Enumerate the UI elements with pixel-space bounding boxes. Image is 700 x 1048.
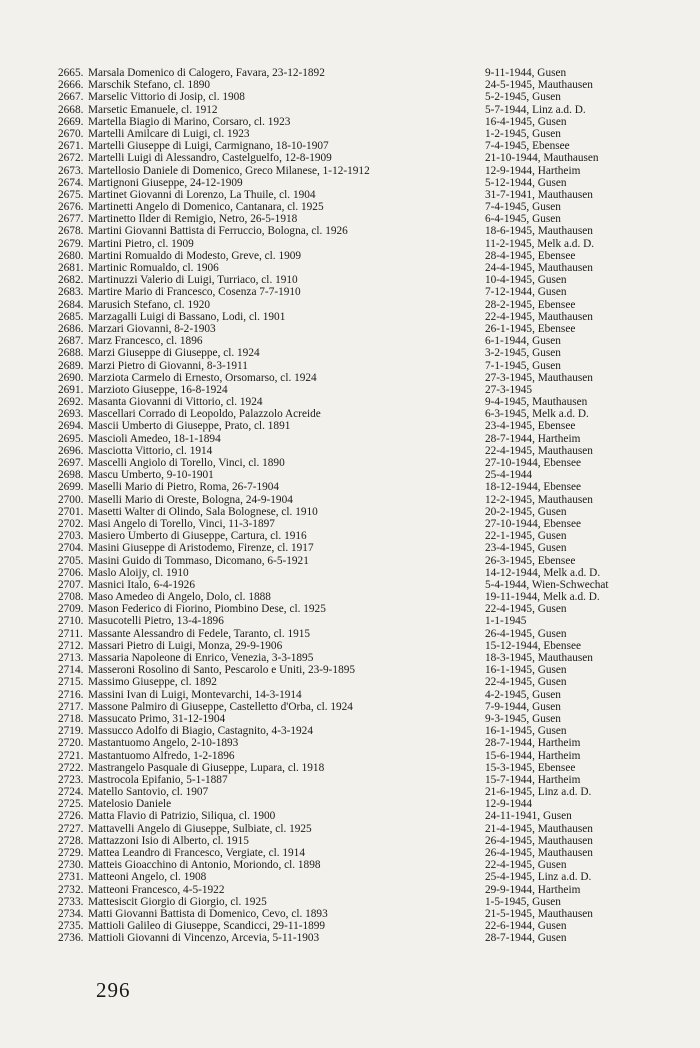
entry-name: Marzagalli Luigi di Bassano, Lodi, cl. 1901 bbox=[88, 310, 286, 323]
entry-name: Matteoni Angelo, cl. 1908 bbox=[88, 871, 207, 884]
entry-death: 15-6-1944, Hartheim bbox=[485, 749, 581, 762]
entry-death: 10-4-1945, Gusen bbox=[485, 274, 567, 287]
entry-name: Marzioto Giuseppe, 16-8-1924 bbox=[88, 383, 228, 396]
entry-number: 2684. bbox=[58, 298, 84, 311]
entry-number: 2670. bbox=[58, 127, 84, 140]
list-item bbox=[58, 384, 678, 396]
entry-number: 2713. bbox=[58, 652, 84, 664]
list-item bbox=[58, 372, 678, 384]
entry-name: Mascu Umberto, 9-10-1901 bbox=[88, 469, 214, 482]
list-item bbox=[58, 494, 678, 506]
entry-number: 2680. bbox=[58, 249, 84, 262]
entry-death: 26-3-1945, Ebensee bbox=[485, 554, 576, 567]
entry-death: 7-9-1944, Gusen bbox=[485, 700, 561, 713]
list-item bbox=[58, 152, 678, 164]
entry-number: 2681. bbox=[58, 262, 84, 274]
entry-name: Martelli Luigi di Alessandro, Castelguelfo, 12-8-1909 bbox=[88, 152, 332, 165]
entry-name: Mascii Umberto di Giuseppe, Prato, cl. 1891 bbox=[88, 420, 291, 433]
entry-number: 2702. bbox=[58, 517, 84, 530]
entry-number: 2729. bbox=[58, 847, 84, 859]
list-item bbox=[58, 689, 678, 701]
entry-name: Mattesiscit Giorgio di Giorgio, cl. 1925 bbox=[88, 895, 267, 908]
list-item bbox=[58, 67, 678, 79]
list-item bbox=[58, 347, 678, 359]
list-item bbox=[58, 225, 678, 237]
entry-number: 2736. bbox=[58, 932, 84, 945]
entry-death: 5-7-1944, Linz a.d. D. bbox=[485, 103, 586, 116]
entry-number: 2686. bbox=[58, 322, 84, 335]
entry-death: 22-1-1945, Gusen bbox=[485, 530, 567, 543]
list-item bbox=[58, 725, 678, 737]
list-item bbox=[58, 530, 678, 542]
entry-number: 2708. bbox=[58, 591, 84, 604]
entry-number: 2694. bbox=[58, 420, 84, 433]
entry-name: Martignoni Giuseppe, 24-12-1909 bbox=[88, 176, 243, 189]
entry-death: 15-3-1945, Ebensee bbox=[485, 761, 576, 774]
entry-death: 12-9-1944 bbox=[485, 798, 533, 811]
list-item bbox=[58, 506, 678, 518]
entry-number: 2667. bbox=[58, 91, 84, 104]
list-item bbox=[58, 165, 678, 177]
list-item bbox=[58, 932, 678, 944]
list-item bbox=[58, 481, 678, 493]
entry-death: 12-2-1945, Mauthausen bbox=[485, 493, 593, 506]
list-item bbox=[58, 274, 678, 286]
entry-name: Mascellari Corrado di Leopoldo, Palazzolo Acreide bbox=[88, 408, 321, 421]
entry-number: 2707. bbox=[58, 578, 84, 591]
entry-death: 9-4-1945, Mauthausen bbox=[485, 396, 588, 409]
entry-number: 2678. bbox=[58, 225, 84, 238]
entry-name: Mattavelli Angelo di Giuseppe, Sulbiate, cl. 1925 bbox=[88, 822, 312, 835]
entry-number: 2668. bbox=[58, 103, 84, 116]
list-item bbox=[58, 555, 678, 567]
entry-name: Marz Francesco, cl. 1896 bbox=[88, 335, 203, 348]
entry-number: 2728. bbox=[58, 834, 84, 847]
entry-name: Maselli Mario di Pietro, Roma, 26-7-1904 bbox=[88, 481, 280, 494]
entry-name: Martelli Amilcare di Luigi, cl. 1923 bbox=[88, 127, 250, 140]
entry-death: 26-4-1945, Mauthausen bbox=[485, 847, 593, 859]
entry-death: 25-4-1944 bbox=[485, 469, 533, 482]
entry-death: 1-2-1945, Gusen bbox=[485, 127, 561, 140]
entry-death: 22-4-1945, Mauthausen bbox=[485, 444, 593, 457]
list-item bbox=[58, 91, 678, 103]
list-item bbox=[58, 140, 678, 152]
list-item bbox=[58, 238, 678, 250]
entry-name: Matta Flavio di Patrizio, Siliqua, cl. 1900 bbox=[88, 810, 276, 823]
entry-death: 21-4-1945, Mauthausen bbox=[485, 822, 593, 835]
list-item bbox=[58, 774, 678, 786]
entry-death: 14-12-1944, Melk a.d. D. bbox=[485, 566, 601, 579]
entry-death: 22-4-1945, Gusen bbox=[485, 859, 567, 872]
entry-death: 5-2-1945, Gusen bbox=[485, 91, 561, 104]
list-item bbox=[58, 286, 678, 298]
list-item bbox=[58, 652, 678, 664]
entry-number: 2725. bbox=[58, 798, 84, 811]
entry-death: 16-1-1945, Gusen bbox=[485, 664, 567, 677]
entry-death: 6-1-1944, Gusen bbox=[485, 335, 561, 348]
entry-name: Mastantuomo Angelo, 2-10-1893 bbox=[88, 737, 239, 750]
entry-death: 11-2-1945, Melk a.d. D. bbox=[485, 237, 595, 250]
list-item bbox=[58, 750, 678, 762]
entry-death: 6-3-1945, Melk a.d. D. bbox=[485, 408, 589, 421]
entry-name: Masnici Italo, 6-4-1926 bbox=[88, 578, 195, 591]
entry-death: 24-11-1941, Gusen bbox=[485, 810, 572, 823]
list-item bbox=[58, 871, 678, 883]
entry-name: Matteoni Francesco, 4-5-1922 bbox=[88, 883, 225, 896]
entry-number: 2672. bbox=[58, 152, 84, 165]
entry-number: 2685. bbox=[58, 310, 84, 323]
entry-number: 2726. bbox=[58, 810, 84, 823]
list-item bbox=[58, 713, 678, 725]
entry-number: 2734. bbox=[58, 907, 84, 920]
entry-number: 2688. bbox=[58, 347, 84, 360]
list-item bbox=[58, 823, 678, 835]
list-item bbox=[58, 128, 678, 140]
entry-name: Marselic Vittorio di Josip, cl. 1908 bbox=[88, 91, 245, 104]
list-item bbox=[58, 835, 678, 847]
entry-death: 28-7-1944, Gusen bbox=[485, 932, 567, 945]
entry-death: 23-4-1945, Gusen bbox=[485, 542, 567, 555]
entry-death: 22-6-1944, Gusen bbox=[485, 920, 567, 933]
entry-number: 2675. bbox=[58, 188, 84, 201]
entry-number: 2679. bbox=[58, 237, 84, 250]
entry-number: 2693. bbox=[58, 408, 84, 421]
entry-name: Massucato Primo, 31-12-1904 bbox=[88, 712, 226, 725]
entry-number: 2712. bbox=[58, 639, 84, 652]
list-item bbox=[58, 628, 678, 640]
entry-death: 22-4-1945, Mauthausen bbox=[485, 310, 593, 323]
entry-name: Masi Angelo di Torello, Vinci, 11-3-1897 bbox=[88, 517, 275, 530]
entry-death: 27-10-1944, Ebensee bbox=[485, 457, 581, 469]
entry-number: 2673. bbox=[58, 164, 84, 177]
entry-death: 27-10-1944, Ebensee bbox=[485, 517, 581, 530]
entry-death: 3-2-1945, Gusen bbox=[485, 347, 561, 360]
entry-death: 9-3-1945, Gusen bbox=[485, 712, 561, 725]
entry-number: 2703. bbox=[58, 530, 84, 543]
entry-name: Marziota Carmelo di Ernesto, Orsomarso, cl. 1924 bbox=[88, 371, 317, 384]
list-item bbox=[58, 445, 678, 457]
entry-number: 2696. bbox=[58, 444, 84, 457]
list-item bbox=[58, 737, 678, 749]
list-item bbox=[58, 701, 678, 713]
entry-name: Marsala Domenico di Calogero, Favara, 23-12-1892 bbox=[88, 67, 325, 79]
list-item bbox=[58, 908, 678, 920]
entry-death: 19-11-1944, Melk a.d. D. bbox=[485, 591, 600, 604]
entry-death: 25-4-1945, Linz a.d. D. bbox=[485, 871, 592, 884]
list-item bbox=[58, 116, 678, 128]
list-item bbox=[58, 896, 678, 908]
entry-name: Mattioli Galileo di Giuseppe, Scandicci, 29-11-1899 bbox=[88, 920, 326, 933]
entry-number: 2715. bbox=[58, 676, 84, 689]
entry-name: Martire Mario di Francesco, Cosenza 7-7-1910 bbox=[88, 286, 301, 299]
list-item bbox=[58, 177, 678, 189]
entry-death: 22-4-1945, Gusen bbox=[485, 676, 567, 689]
list-item bbox=[58, 859, 678, 871]
list-item bbox=[58, 591, 678, 603]
entry-number: 2723. bbox=[58, 773, 84, 786]
entry-name: Martini Giovanni Battista di Ferruccio, Bologna, cl. 1926 bbox=[88, 225, 348, 238]
list-item bbox=[58, 299, 678, 311]
list-item bbox=[58, 664, 678, 676]
list-item bbox=[58, 469, 678, 481]
list-item bbox=[58, 579, 678, 591]
list-item bbox=[58, 884, 678, 896]
entry-death: 21-5-1945, Mauthausen bbox=[485, 907, 593, 920]
entry-death: 18-12-1944, Ebensee bbox=[485, 481, 581, 494]
entry-name: Masanta Giovanni di Vittorio, cl. 1924 bbox=[88, 396, 263, 409]
entry-name: Masini Guido di Tommaso, Dicomano, 6-5-1921 bbox=[88, 554, 309, 567]
entry-name: Masiero Umberto di Giuseppe, Cartura, cl. 1916 bbox=[88, 530, 307, 543]
list-item bbox=[58, 457, 678, 469]
entry-death: 16-1-1945, Gusen bbox=[485, 725, 567, 738]
entry-name: Masseroni Rosolino di Santo, Pescarolo e Uniti, 23-9-1895 bbox=[88, 664, 356, 677]
entry-name: Matelosio Daniele bbox=[88, 798, 172, 811]
entry-number: 2666. bbox=[58, 79, 84, 92]
list-item bbox=[58, 542, 678, 554]
list-item bbox=[58, 408, 678, 420]
entry-death: 28-4-1945, Ebensee bbox=[485, 249, 576, 262]
entry-death: 15-12-1944, Ebensee bbox=[485, 639, 581, 652]
entry-name: Massone Palmiro di Giuseppe, Castelletto d'Orba, cl. 1924 bbox=[88, 700, 353, 713]
entry-number: 2690. bbox=[58, 371, 84, 384]
entry-death: 21-6-1945, Linz a.d. D. bbox=[485, 786, 592, 799]
list-item bbox=[58, 420, 678, 432]
list-item bbox=[58, 798, 678, 810]
entry-number: 2689. bbox=[58, 359, 84, 372]
entry-death: 28-2-1945, Ebensee bbox=[485, 298, 576, 311]
entry-number: 2718. bbox=[58, 712, 84, 725]
entry-number: 2698. bbox=[58, 469, 84, 482]
entry-name: Martella Biagio di Marino, Corsaro, cl. 1923 bbox=[88, 115, 291, 128]
entry-death: 12-9-1944, Hartheim bbox=[485, 164, 581, 177]
entry-number: 2716. bbox=[58, 688, 84, 701]
entry-number: 2669. bbox=[58, 115, 84, 128]
entry-number: 2699. bbox=[58, 481, 84, 494]
entry-number: 2709. bbox=[58, 603, 84, 616]
entry-name: Marsetic Emanuele, cl. 1912 bbox=[88, 103, 218, 116]
entry-death: 7-4-1945, Ebensee bbox=[485, 140, 570, 153]
entry-name: Martini Pietro, cl. 1909 bbox=[88, 237, 194, 250]
list-item bbox=[58, 335, 678, 347]
entry-number: 2732. bbox=[58, 883, 84, 896]
entry-death: 5-4-1944, Wien-Schwechat bbox=[485, 578, 609, 591]
entry-name: Mattazzoni Isio di Alberto, cl. 1915 bbox=[88, 834, 249, 847]
entry-name: Martinuzzi Valerio di Luigi, Turriaco, cl. 1910 bbox=[88, 274, 298, 287]
entry-death: 1-1-1945 bbox=[485, 615, 527, 628]
entry-death: 22-4-1945, Gusen bbox=[485, 603, 567, 616]
entry-death: 20-2-1945, Gusen bbox=[485, 505, 567, 518]
entry-name: Mascioli Amedeo, 18-1-1894 bbox=[88, 432, 221, 445]
entry-number: 2687. bbox=[58, 335, 84, 348]
entry-number: 2704. bbox=[58, 542, 84, 555]
entry-number: 2692. bbox=[58, 396, 84, 409]
list-item bbox=[58, 810, 678, 822]
list-item bbox=[58, 567, 678, 579]
entry-death: 9-11-1944, Gusen bbox=[485, 67, 567, 79]
entry-number: 2682. bbox=[58, 274, 84, 287]
entry-number: 2721. bbox=[58, 749, 84, 762]
entry-death: 27-3-1945 bbox=[485, 383, 533, 396]
entry-death: 26-1-1945, Ebensee bbox=[485, 322, 576, 335]
entry-number: 2671. bbox=[58, 140, 84, 153]
entry-death: 21-10-1944, Mauthausen bbox=[485, 152, 599, 165]
page-number: 296 bbox=[96, 978, 131, 1002]
entry-number: 2724. bbox=[58, 786, 84, 799]
entry-name: Massucco Adolfo di Biagio, Castagnito, 4-3-1924 bbox=[88, 725, 313, 738]
entry-number: 2731. bbox=[58, 871, 84, 884]
entry-number: 2711. bbox=[58, 627, 83, 640]
entry-name: Matteis Gioacchino di Antonio, Moriondo, cl. 1898 bbox=[88, 859, 321, 872]
entry-number: 2674. bbox=[58, 176, 84, 189]
entry-list bbox=[58, 67, 678, 945]
list-item bbox=[58, 323, 678, 335]
entry-name: Martinic Romualdo, cl. 1906 bbox=[88, 262, 219, 274]
entry-name: Marusich Stefano, cl. 1920 bbox=[88, 298, 211, 311]
entry-name: Mastrangelo Pasquale di Giuseppe, Lupara, cl. 1918 bbox=[88, 761, 325, 774]
list-item bbox=[58, 213, 678, 225]
entry-death: 28-7-1944, Hartheim bbox=[485, 432, 581, 445]
list-item bbox=[58, 786, 678, 798]
entry-name: Maso Amedeo di Angelo, Dolo, cl. 1888 bbox=[88, 591, 271, 604]
entry-death: 27-3-1945, Mauthausen bbox=[485, 371, 593, 384]
entry-name: Martinet Giovanni di Lorenzo, La Thuile, cl. 1904 bbox=[88, 188, 316, 201]
entry-name: Marschik Stefano, cl. 1890 bbox=[88, 79, 211, 92]
entry-name: Martelli Giuseppe di Luigi, Carmignano, 18-10-1907 bbox=[88, 140, 329, 153]
list-item bbox=[58, 79, 678, 91]
entry-name: Massini Ivan di Luigi, Montevarchi, 14-3-1914 bbox=[88, 688, 302, 701]
entry-number: 2683. bbox=[58, 286, 84, 299]
list-item bbox=[58, 262, 678, 274]
entry-death: 28-7-1944, Hartheim bbox=[485, 737, 581, 750]
list-item bbox=[58, 640, 678, 652]
list-item bbox=[58, 518, 678, 530]
entry-name: Masciotta Vittorio, cl. 1914 bbox=[88, 444, 213, 457]
list-item bbox=[58, 762, 678, 774]
entry-death: 23-4-1945, Ebensee bbox=[485, 420, 576, 433]
entry-number: 2700. bbox=[58, 493, 84, 506]
entry-name: Marzi Pietro di Giovanni, 8-3-1911 bbox=[88, 359, 248, 372]
entry-death: 7-12-1944, Gusen bbox=[485, 286, 567, 299]
entry-number: 2730. bbox=[58, 859, 84, 872]
entry-number: 2735. bbox=[58, 920, 84, 933]
list-item bbox=[58, 433, 678, 445]
entry-death: 31-7-1941, Mauthausen bbox=[485, 188, 593, 201]
entry-death: 7-1-1945, Gusen bbox=[485, 359, 561, 372]
entry-number: 2722. bbox=[58, 761, 84, 774]
list-item bbox=[58, 847, 678, 859]
entry-number: 2720. bbox=[58, 737, 84, 750]
entry-name: Mastantuomo Alfredo, 1-2-1896 bbox=[88, 749, 235, 762]
list-item bbox=[58, 920, 678, 932]
list-item bbox=[58, 201, 678, 213]
entry-name: Mason Federico di Fiorino, Piombino Dese, cl. 1925 bbox=[88, 603, 326, 616]
entry-death: 26-4-1945, Gusen bbox=[485, 627, 567, 640]
entry-number: 2706. bbox=[58, 566, 84, 579]
entry-death: 29-9-1944, Hartheim bbox=[485, 883, 581, 896]
entry-number: 2665. bbox=[58, 67, 84, 79]
entry-death: 1-5-1945, Gusen bbox=[485, 895, 561, 908]
entry-death: 18-3-1945, Mauthausen bbox=[485, 652, 593, 664]
entry-name: Massimo Giuseppe, cl. 1892 bbox=[88, 676, 217, 689]
entry-name: Massaria Napoleone di Enrico, Venezia, 3-3-1895 bbox=[88, 652, 314, 664]
entry-number: 2695. bbox=[58, 432, 84, 445]
entry-name: Mascelli Angiolo di Torello, Vinci, cl. 1890 bbox=[88, 457, 285, 469]
list-item bbox=[58, 360, 678, 372]
entry-name: Martinetti Angelo di Domenico, Cantanara, cl. 1925 bbox=[88, 201, 324, 214]
entry-name: Massari Pietro di Luigi, Monza, 29-9-1906 bbox=[88, 639, 283, 652]
entry-name: Mastrocola Epifanio, 5-1-1887 bbox=[88, 773, 228, 786]
entry-number: 2719. bbox=[58, 725, 84, 738]
entry-number: 2714. bbox=[58, 664, 84, 677]
entry-number: 2676. bbox=[58, 201, 84, 214]
list-item bbox=[58, 189, 678, 201]
entry-number: 2727. bbox=[58, 822, 84, 835]
entry-name: Masucotelli Pietro, 13-4-1896 bbox=[88, 615, 224, 628]
entry-name: Massante Alessandro di Fedele, Taranto, cl. 1915 bbox=[88, 627, 311, 640]
entry-name: Maslo Aloijy, cl. 1910 bbox=[88, 566, 189, 579]
entry-death: 4-2-1945, Gusen bbox=[485, 688, 561, 701]
entry-name: Mattioli Giovanni di Vincenzo, Arcevia, 5-11-1903 bbox=[88, 932, 320, 945]
list-item bbox=[58, 104, 678, 116]
entry-death: 18-6-1945, Mauthausen bbox=[485, 225, 593, 238]
entry-death: 24-5-1945, Mauthausen bbox=[485, 79, 593, 92]
entry-number: 2710. bbox=[58, 615, 84, 628]
entry-name: Matti Giovanni Battista di Domenico, Cevo, cl. 1893 bbox=[88, 907, 328, 920]
entry-name: Marzari Giovanni, 8-2-1903 bbox=[88, 322, 216, 335]
entry-death: 5-12-1944, Gusen bbox=[485, 176, 567, 189]
list-item bbox=[58, 311, 678, 323]
entry-death: 16-4-1945, Gusen bbox=[485, 115, 567, 128]
entry-death: 26-4-1945, Mauthausen bbox=[485, 834, 593, 847]
entry-name: Masetti Walter di Olindo, Sala Bolognese, cl. 1910 bbox=[88, 505, 318, 518]
entry-number: 2701. bbox=[58, 505, 84, 518]
entry-name: Maselli Mario di Oreste, Bologna, 24-9-1904 bbox=[88, 493, 293, 506]
entry-number: 2691. bbox=[58, 383, 84, 396]
entry-number: 2733. bbox=[58, 895, 84, 908]
list-item bbox=[58, 615, 678, 627]
entry-name: Mattea Leandro di Francesco, Vergiate, cl. 1914 bbox=[88, 847, 305, 859]
entry-death: 6-4-1945, Gusen bbox=[485, 213, 561, 226]
list-item bbox=[58, 676, 678, 688]
entry-name: Martinetto Ilder di Remigio, Netro, 26-5-1918 bbox=[88, 213, 298, 226]
entry-death: 24-4-1945, Mauthausen bbox=[485, 262, 593, 274]
entry-number: 2717. bbox=[58, 700, 84, 713]
entry-number: 2677. bbox=[58, 213, 84, 226]
list-item bbox=[58, 396, 678, 408]
entry-name: Matello Santovio, cl. 1907 bbox=[88, 786, 209, 799]
entry-number: 2705. bbox=[58, 554, 84, 567]
list-item bbox=[58, 250, 678, 262]
entry-name: Martini Romualdo di Modesto, Greve, cl. 1909 bbox=[88, 249, 302, 262]
entry-name: Martellosio Daniele di Domenico, Greco Milanese, 1-12-1912 bbox=[88, 164, 370, 177]
list-item bbox=[58, 603, 678, 615]
entry-name: Marzi Giuseppe di Giuseppe, cl. 1924 bbox=[88, 347, 260, 360]
entry-number: 2697. bbox=[58, 457, 84, 469]
entry-death: 7-4-1945, Gusen bbox=[485, 201, 561, 214]
entry-death: 15-7-1944, Hartheim bbox=[485, 773, 581, 786]
entry-name: Masini Giuseppe di Aristodemo, Firenze, cl. 1917 bbox=[88, 542, 314, 555]
